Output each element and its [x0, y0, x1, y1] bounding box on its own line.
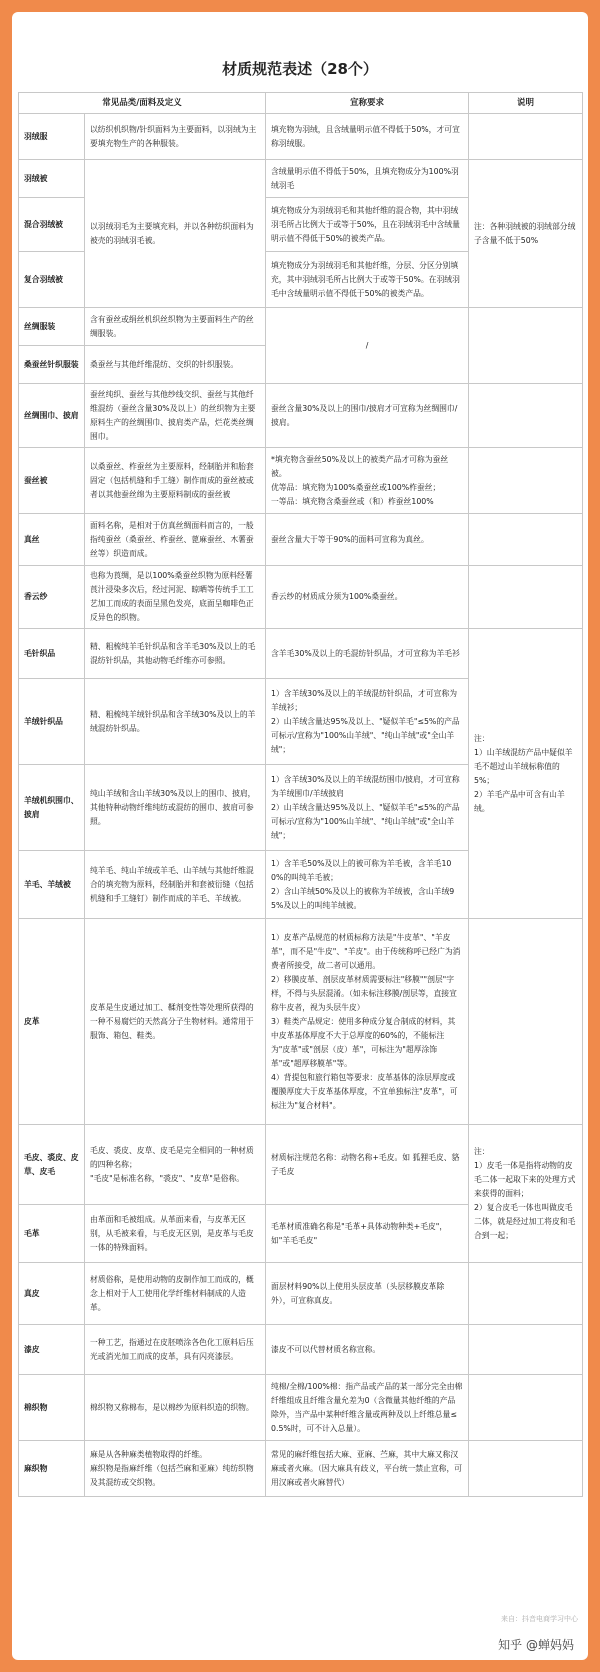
definition-cell: 皮革是生皮通过加工、鞣剂变性等处理所获得的一种不易腐烂的天然高分子生物材料。通常用于服饰、箱包、鞋类。 [85, 919, 266, 1125]
table-row [19, 1441, 583, 1497]
category-cell: 棉织物 [19, 1375, 85, 1441]
category-cell: 羊绒针织品 [19, 679, 85, 765]
note-cell: 注： 1）皮毛一体是指将动物的皮毛二体一起取下来的处理方式来获得的面料； 2）复合皮毛一体也叫做皮毛二体，就是经过加工将皮和毛合到一起； [469, 1125, 583, 1263]
table-row [19, 448, 583, 514]
requirement-cell: 填充物成分为羽绒羽毛和其他纤维，分层、分区分别填充，其中羽绒羽毛所占比例大于或等于50%。在羽绒羽毛中含绒量明示值不得低于50%的被类产品。 [266, 252, 469, 308]
note-cell [469, 308, 583, 384]
note-cell: 注：各种羽绒被的羽绒部分绒子含量不低于50% [469, 160, 583, 308]
requirement-cell: 毛革材质准确名称是"毛革+具体动物种类+毛皮"，如"羊毛毛皮" [266, 1205, 469, 1263]
header-requirement: 宣称要求 [266, 93, 469, 114]
definition-cell: 以纺织机织物/针织面料为主要面料，以羽绒为主要填充物生产的各种服装。 [85, 114, 266, 160]
table-row [19, 566, 583, 629]
category-cell: 麻织物 [19, 1441, 85, 1497]
table-row [19, 1325, 583, 1375]
category-cell: 复合羽绒被 [19, 252, 85, 308]
category-cell: 皮革 [19, 919, 85, 1125]
definition-cell: 纯山羊绒和含山羊绒30%及以上的围巾、披肩，其他特种动物纤维纯纺或混纺的围巾、披肩可参照。 [85, 765, 266, 851]
table-row [19, 1375, 583, 1441]
table-row [19, 308, 583, 346]
category-cell: 毛革 [19, 1205, 85, 1263]
definition-cell: 精、粗梳纯羊毛针织品和含羊毛30%及以上的毛混纺针织品，其他动物毛纤维亦可参照。 [85, 629, 266, 679]
table-row [19, 160, 583, 198]
note-cell [469, 1375, 583, 1441]
page-title: 材质规范表述（28个） [222, 60, 378, 78]
note-cell [469, 114, 583, 160]
table-row [19, 629, 583, 679]
note-cell [469, 448, 583, 514]
category-cell: 丝绸服装 [19, 308, 85, 346]
category-cell: 混合羽绒被 [19, 198, 85, 252]
table-row [19, 1263, 583, 1325]
note-cell [469, 1441, 583, 1497]
category-cell: 真丝 [19, 514, 85, 566]
table-row [19, 384, 583, 448]
definition-cell: 麻是从各种麻类植物取得的纤维。 麻织物是指麻纤维（包括苎麻和亚麻）纯纺织物及其混纺或交织物。 [85, 1441, 266, 1497]
requirement-cell: 香云纱的材质成分须为100%桑蚕丝。 [266, 566, 469, 629]
category-cell: 蚕丝被 [19, 448, 85, 514]
requirement-cell: 蚕丝含量大于等于90%的面料可宣称为真丝。 [266, 514, 469, 566]
requirement-cell: 填充物为羽绒，且含绒量明示值不得低于50%，才可宣称羽绒服。 [266, 114, 469, 160]
definition-cell: 桑蚕丝与其他纤维混纺、交织的针织服装。 [85, 346, 266, 384]
requirement-cell: 含羊毛30%及以上的毛混纺针织品，才可宣称为羊毛衫 [266, 629, 469, 679]
definition-cell: 棉织物又称棉布，是以棉纱为原料织造的织物。 [85, 1375, 266, 1441]
requirement-cell: 含绒量明示值不得低于50%，且填充物成分为100%羽绒羽毛 [266, 160, 469, 198]
table-header-row [19, 93, 583, 114]
definition-cell: 蚕丝纯织、蚕丝与其他纱线交织、蚕丝与其他纤维混纺（蚕丝含量30%及以上）的丝织物为主要原料生产的丝绸围巾、披肩类产品，烂花类丝绸围巾。 [85, 384, 266, 448]
note-cell [469, 566, 583, 629]
category-cell: 羊毛、羊绒被 [19, 851, 85, 919]
header-note: 说明 [469, 93, 583, 114]
table-row [19, 114, 583, 160]
requirement-cell: 1）含羊绒30%及以上的羊绒混纺围巾/披肩，才可宣称为羊绒围巾/羊绒披肩 2）山羊绒含量达95%及以上、"疑似羊毛"≤5%的产品可标示/宣称为"100%山羊绒"、"纯山羊绒"或"全山羊绒"； [266, 765, 469, 851]
category-cell: 羽绒被 [19, 160, 85, 198]
table-row [19, 919, 583, 1125]
header-definition: 常见品类/面料及定义 [19, 93, 266, 114]
definition-cell: 面料名称，是相对于仿真丝绸面料而言的，一般指纯蚕丝（桑蚕丝、柞蚕丝、蓖麻蚕丝、木薯蚕丝等）织造而成。 [85, 514, 266, 566]
note-cell [469, 384, 583, 448]
definition-cell: 也称为莨绸，是以100%桑蚕丝织物为原料经薯莨汁浸染多次后，经过河泥、晾晒等传统手工工艺加工而成的表面呈黑色发亮，底面呈咖啡色正反异色的织物。 [85, 566, 266, 629]
requirement-cell: 1）皮革产品规范的材质标称方法是"牛皮革"、"羊皮革"，而不是"牛皮"、"羊皮"。由于传统称呼已经广为消费者所接受，故二者可以通用。 2）移膜皮革、剖层皮革材质需要标注"移膜""剖层"字样，不得与头层混淆。（如未标注移膜/剖层等，直接宣称牛皮者，视为头层牛皮） 3）鞋类产品规定：使用多种成分复合制成的材料，其中皮革基体厚度不大于总厚度的60%的，不能标注为"皮革"或"剖层（皮）革"，可标注为"超厚涂饰革"或"超厚移膜革"等。 4）背提包和旅行箱包等要求：皮革基体的涂层厚度或覆膜厚度大于皮革基体厚度，不宜单独标注"皮革"，可标注为"复合材料"。 [266, 919, 469, 1125]
requirement-cell: 漆皮不可以代替材质名称宣称。 [266, 1325, 469, 1375]
definition-cell: 纯羊毛、纯山羊绒或羊毛、山羊绒与其他纤维混合的填充物为原料，经制胎并和套被衍缝（包括机缝和手工缝钉）制作而成的羊毛、羊绒被。 [85, 851, 266, 919]
requirement-cell: *填充物含蚕丝50%及以上的被类产品才可称为蚕丝被。 优等品：填充物为100%桑蚕丝或100%柞蚕丝； 一等品：填充物含桑蚕丝或（和）柞蚕丝100% [266, 448, 469, 514]
table-row [19, 1125, 583, 1205]
category-cell: 真皮 [19, 1263, 85, 1325]
category-cell: 羊绒机织围巾、披肩 [19, 765, 85, 851]
requirement-cell: 纯棉/全棉/100%棉：指产品或产品的某一部分完全由棉纤维组成且纤维含量允差为0（含微量其他纤维的产品除外，当产品中某种纤维含量或两种及以上纤维总量≤0.5%时，可不计入总量）。 [266, 1375, 469, 1441]
note-cell [469, 514, 583, 566]
category-cell: 香云纱 [19, 566, 85, 629]
requirement-cell: 面层材料90%以上使用头层皮革（头层移膜皮革除外），可宣称真皮。 [266, 1263, 469, 1325]
category-cell: 丝绸围巾、披肩 [19, 384, 85, 448]
category-cell: 毛针织品 [19, 629, 85, 679]
category-cell: 羽绒服 [19, 114, 85, 160]
note-cell [469, 1263, 583, 1325]
requirement-cell: / [266, 308, 469, 384]
requirement-cell: 材质标注规范名称：动物名称+毛皮。如 狐狸毛皮、貉子毛皮 [266, 1125, 469, 1205]
definition-cell: 以桑蚕丝、柞蚕丝为主要原料，经制胎并和胎套固定（包括机缝和手工缝）制作而成的蚕丝被或者以其他蚕丝绵为主要原料制成的蚕丝被 [85, 448, 266, 514]
definition-cell: 毛皮、裘皮、皮草、皮毛是完全相同的一种材质的四种名称； "毛皮"是标准名称，"裘皮"、"皮草"是俗称。 [85, 1125, 266, 1205]
category-cell: 漆皮 [19, 1325, 85, 1375]
note-cell: 注： 1）山羊绒混纺产品中疑似羊毛不超过山羊绒标称值的5%； 2）羊毛产品中可含有山羊绒。 [469, 629, 583, 919]
note-cell [469, 919, 583, 1125]
requirement-cell: 常见的麻纤维包括大麻、亚麻、苎麻，其中大麻又称汉麻或者火麻。（因大麻具有歧义，平台统一禁止宣称，可用汉麻或者火麻替代） [266, 1441, 469, 1497]
definition-cell: 以羽绒羽毛为主要填充料，并以各种纺织面料为被壳的羽绒羽毛被。 [85, 160, 266, 308]
source-credit: 来自：抖音电商学习中心 [501, 1615, 578, 1623]
category-cell: 毛皮、裘皮、皮草、皮毛 [19, 1125, 85, 1205]
definition-cell: 材质俗称，是使用动物的皮制作加工而成的，概念上相对于人工使用化学纤维材料制成的人造革。 [85, 1263, 266, 1325]
definition-cell: 精、粗梳纯羊绒针织品和含羊绒30%及以上的羊绒混纺针织品。 [85, 679, 266, 765]
material-spec-table [18, 92, 583, 1497]
requirement-cell: 1）含羊毛50%及以上的被可称为羊毛被，含羊毛100%的叫纯羊毛被； 2）含山羊绒50%及以上的被称为羊绒被，含山羊绒95%及以上的叫纯羊绒被。 [266, 851, 469, 919]
definition-cell: 一种工艺，指通过在皮胚喷涂各色化工原料后压光或消光加工而成的皮革，具有闪亮漆层。 [85, 1325, 266, 1375]
category-cell: 桑蚕丝针织服装 [19, 346, 85, 384]
watermark-text: 知乎 @蝉妈妈 [498, 1638, 574, 1652]
requirement-cell: 填充物成分为羽绒羽毛和其他纤维的混合物，其中羽绒羽毛所占比例大于或等于50%，且在羽绒羽毛中含绒量明示值不得低于50%的被类产品。 [266, 198, 469, 252]
table-row [19, 514, 583, 566]
definition-cell: 由革面和毛被组成。从革面来看，与皮革无区别，从毛被来看，与毛皮无区别，是皮革与毛皮一体的特殊面料。 [85, 1205, 266, 1263]
requirement-cell: 1）含羊绒30%及以上的羊绒混纺针织品，才可宣称为羊绒衫； 2）山羊绒含量达95%及以上、"疑似羊毛"≤5%的产品可标示/宣称为"100%山羊绒"、"纯山羊绒"或"全山羊绒"； [266, 679, 469, 765]
requirement-cell: 蚕丝含量30%及以上的围巾/披肩才可宣称为丝绸围巾/披肩。 [266, 384, 469, 448]
document-card [12, 12, 588, 1660]
definition-cell: 含有蚕丝或绢丝机织丝织物为主要面料生产的丝绸服装。 [85, 308, 266, 346]
note-cell [469, 1325, 583, 1375]
